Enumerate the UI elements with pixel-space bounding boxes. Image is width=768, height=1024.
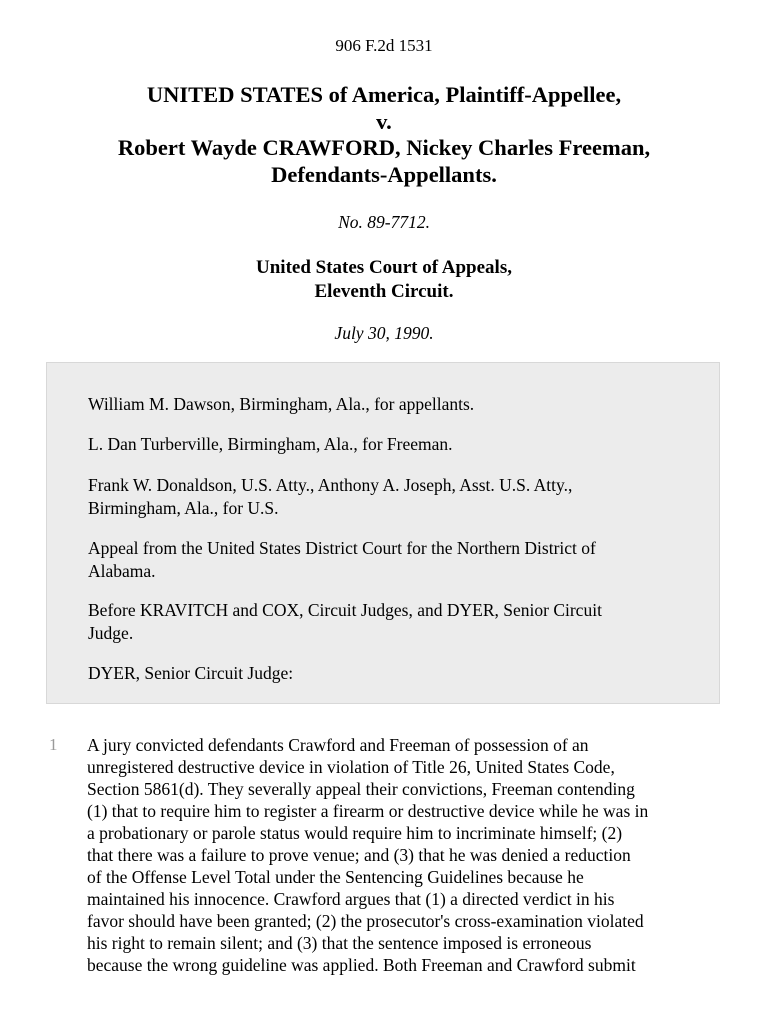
government-counsel-line1: Frank W. Donaldson, U.S. Atty., Anthony A. Joseph, Asst. U.S. Atty., <box>88 475 573 495</box>
appeal-from-line1: Appeal from the United States District Court for the Northern District of <box>88 538 596 558</box>
freeman-counsel: L. Dan Turberville, Birmingham, Ala., for Freeman. <box>88 434 453 454</box>
appeal-from-line2: Alabama. <box>88 560 156 581</box>
case-citation: 906 F.2d 1531 <box>335 36 433 55</box>
paragraph-line: a probationary or parole status would require him to incriminate himself; (2) <box>87 823 623 843</box>
court-name-line2: Eleventh Circuit. <box>314 281 454 302</box>
court-name-line1: United States Court of Appeals, <box>256 257 512 278</box>
counsel-info-box <box>46 362 720 704</box>
caption-defendants-role: Defendants-Appellants. <box>271 161 497 187</box>
caption-versus: v. <box>376 108 392 134</box>
appellants-counsel: William M. Dawson, Birmingham, Ala., for appellants. <box>88 394 475 414</box>
paragraph-line: because the wrong guideline was applied. Both Freeman and Crawford submit <box>87 955 636 975</box>
paragraph-line: A jury convicted defendants Crawford and Freeman of possession of an <box>87 735 589 755</box>
paragraph-line: that there was a failure to prove venue; and (3) that he was denied a reduction <box>87 845 631 865</box>
panel-judges-line1: Before KRAVITCH and COX, Circuit Judges, and DYER, Senior Circuit <box>88 600 602 620</box>
paragraph-line: favor should have been granted; (2) the prosecutor's cross-examination violated <box>87 911 644 931</box>
paragraph-line: maintained his innocence. Crawford argues that (1) a directed verdict in his <box>87 889 615 909</box>
panel-judges-line2: Judge. <box>88 622 134 643</box>
government-counsel <box>88 474 688 519</box>
appeal-from <box>88 537 688 582</box>
opinion-author: DYER, Senior Circuit Judge: <box>88 663 294 683</box>
docket-number: No. 89-7712. <box>338 212 430 232</box>
court-name <box>0 256 768 304</box>
decision-date: July 30, 1990. <box>334 323 434 343</box>
caption-defendants: Robert Wayde CRAWFORD, Nickey Charles Freeman, <box>117 135 651 160</box>
government-counsel-line2: Birmingham, Ala., for U.S. <box>88 497 279 518</box>
paragraph-line: Section 5861(d). They severally appeal their convictions, Freeman contending <box>87 779 635 799</box>
paragraph-line: of the Offense Level Total under the Sentencing Guidelines because he <box>87 867 584 887</box>
paragraph-line: unregistered destructive device in violation of Title 26, United States Code, <box>87 757 615 777</box>
paragraph-line: (1) that to require him to register a firearm or destructive device while he was in <box>87 801 649 821</box>
panel-judges <box>88 599 688 644</box>
caption-plaintiff: UNITED STATES of America, Plaintiff-Appellee, <box>146 82 622 107</box>
paragraph-number: 1 <box>49 735 58 754</box>
case-caption <box>60 82 708 188</box>
paragraph-line: his right to remain silent; and (3) that the sentence imposed is erroneous <box>87 933 592 953</box>
paragraph-text <box>87 734 729 976</box>
